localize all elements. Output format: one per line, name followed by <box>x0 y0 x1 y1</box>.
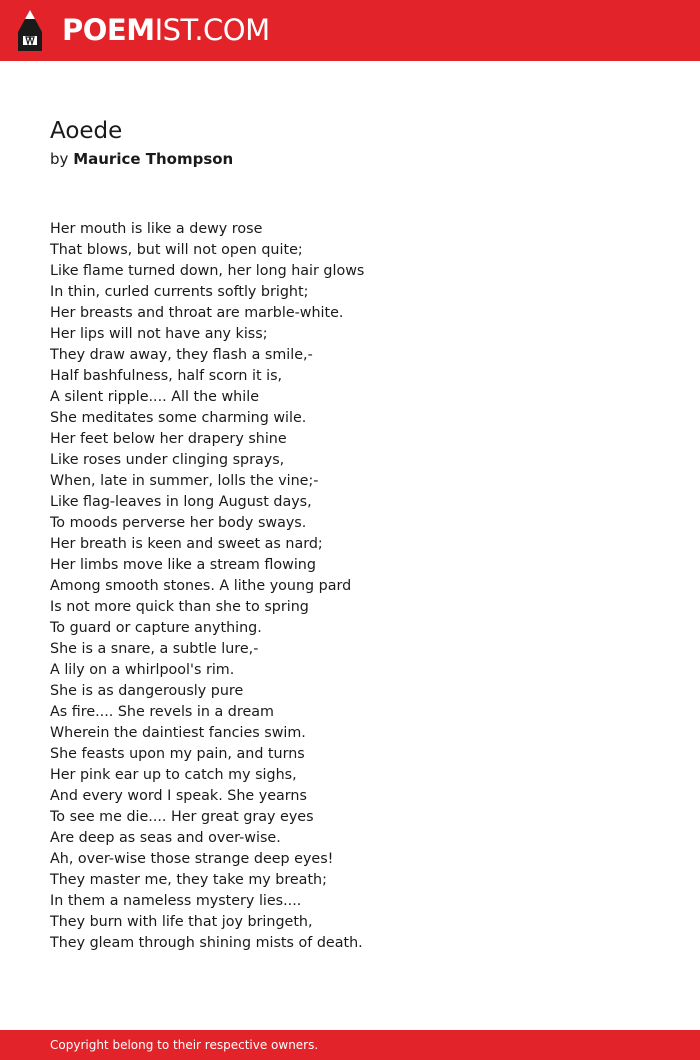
poem-line: Her limbs move like a stream flowing <box>50 557 316 573</box>
poem-line: She feasts upon my pain, and turns <box>50 746 305 762</box>
poem-line: They burn with life that joy bringeth, <box>50 914 313 930</box>
poem-line: To guard or capture anything. <box>50 620 262 636</box>
poem-line: When, late in summer, lolls the vine;- <box>50 473 319 489</box>
copyright-text: Copyright belong to their respective owners. <box>50 1038 319 1052</box>
poem-line: Is not more quick than she to spring <box>50 599 309 615</box>
poem-line: To moods perverse her body sways. <box>50 515 307 531</box>
poem-line: As fire.... She revels in a dream <box>50 704 274 720</box>
site-logo[interactable] <box>62 12 270 48</box>
site-footer <box>0 1030 700 1060</box>
poem-line: Half bashfulness, half scorn it is, <box>50 368 283 384</box>
poem-line: Her mouth is like a dewy rose <box>50 221 263 237</box>
poem-byline <box>50 148 233 170</box>
poem-line: That blows, but will not open quite; <box>50 242 303 258</box>
poem-line: And every word I speak. She yearns <box>50 788 307 804</box>
poem-line: She meditates some charming wile. <box>50 410 307 426</box>
poem-body <box>50 219 650 954</box>
poem-line: Wherein the daintiest fancies swim. <box>50 725 306 741</box>
poem-line: To see me die.... Her great gray eyes <box>50 809 314 825</box>
pencil-icon <box>18 10 42 51</box>
by-label: by <box>50 150 69 168</box>
poem-line: They gleam through shining mists of death. <box>50 935 363 951</box>
poem-line: Like flag-leaves in long August days, <box>50 494 312 510</box>
poem-line: Ah, over-wise those strange deep eyes! <box>50 851 334 867</box>
poem-line: In them a nameless mystery lies.... <box>50 893 302 909</box>
poem-title: Aoede <box>50 118 123 144</box>
poem-line: They master me, they take my breath; <box>50 872 327 888</box>
poem-line: Are deep as seas and over-wise. <box>50 830 281 846</box>
poem-line: Her feet below her drapery shine <box>50 431 287 447</box>
poem-line: Like flame turned down, her long hair glows <box>50 263 365 279</box>
poem-line: Her breath is keen and sweet as nard; <box>50 536 323 552</box>
brand-light: IST.COM <box>154 13 270 47</box>
poem-line: In thin, curled currents softly bright; <box>50 284 309 300</box>
poem-line: She is as dangerously pure <box>50 683 244 699</box>
poem-line: She is a snare, a subtle lure,- <box>50 641 259 657</box>
poem-line: Her breasts and throat are marble-white. <box>50 305 344 321</box>
poem-line: Her lips will not have any kiss; <box>50 326 268 342</box>
poem-author: Maurice Thompson <box>73 150 234 168</box>
site-header <box>0 0 700 61</box>
poem-line: A silent ripple.... All the while <box>50 389 259 405</box>
poem-line: They draw away, they flash a smile,- <box>50 347 313 363</box>
brand-bold: POEM <box>62 13 155 47</box>
poem-line: Her pink ear up to catch my sighs, <box>50 767 297 783</box>
poem-line: Among smooth stones. A lithe young pard <box>50 578 352 594</box>
poem-line: A lily on a whirlpool's rim. <box>50 662 235 678</box>
poem-line: Like roses under clinging sprays, <box>50 452 285 468</box>
